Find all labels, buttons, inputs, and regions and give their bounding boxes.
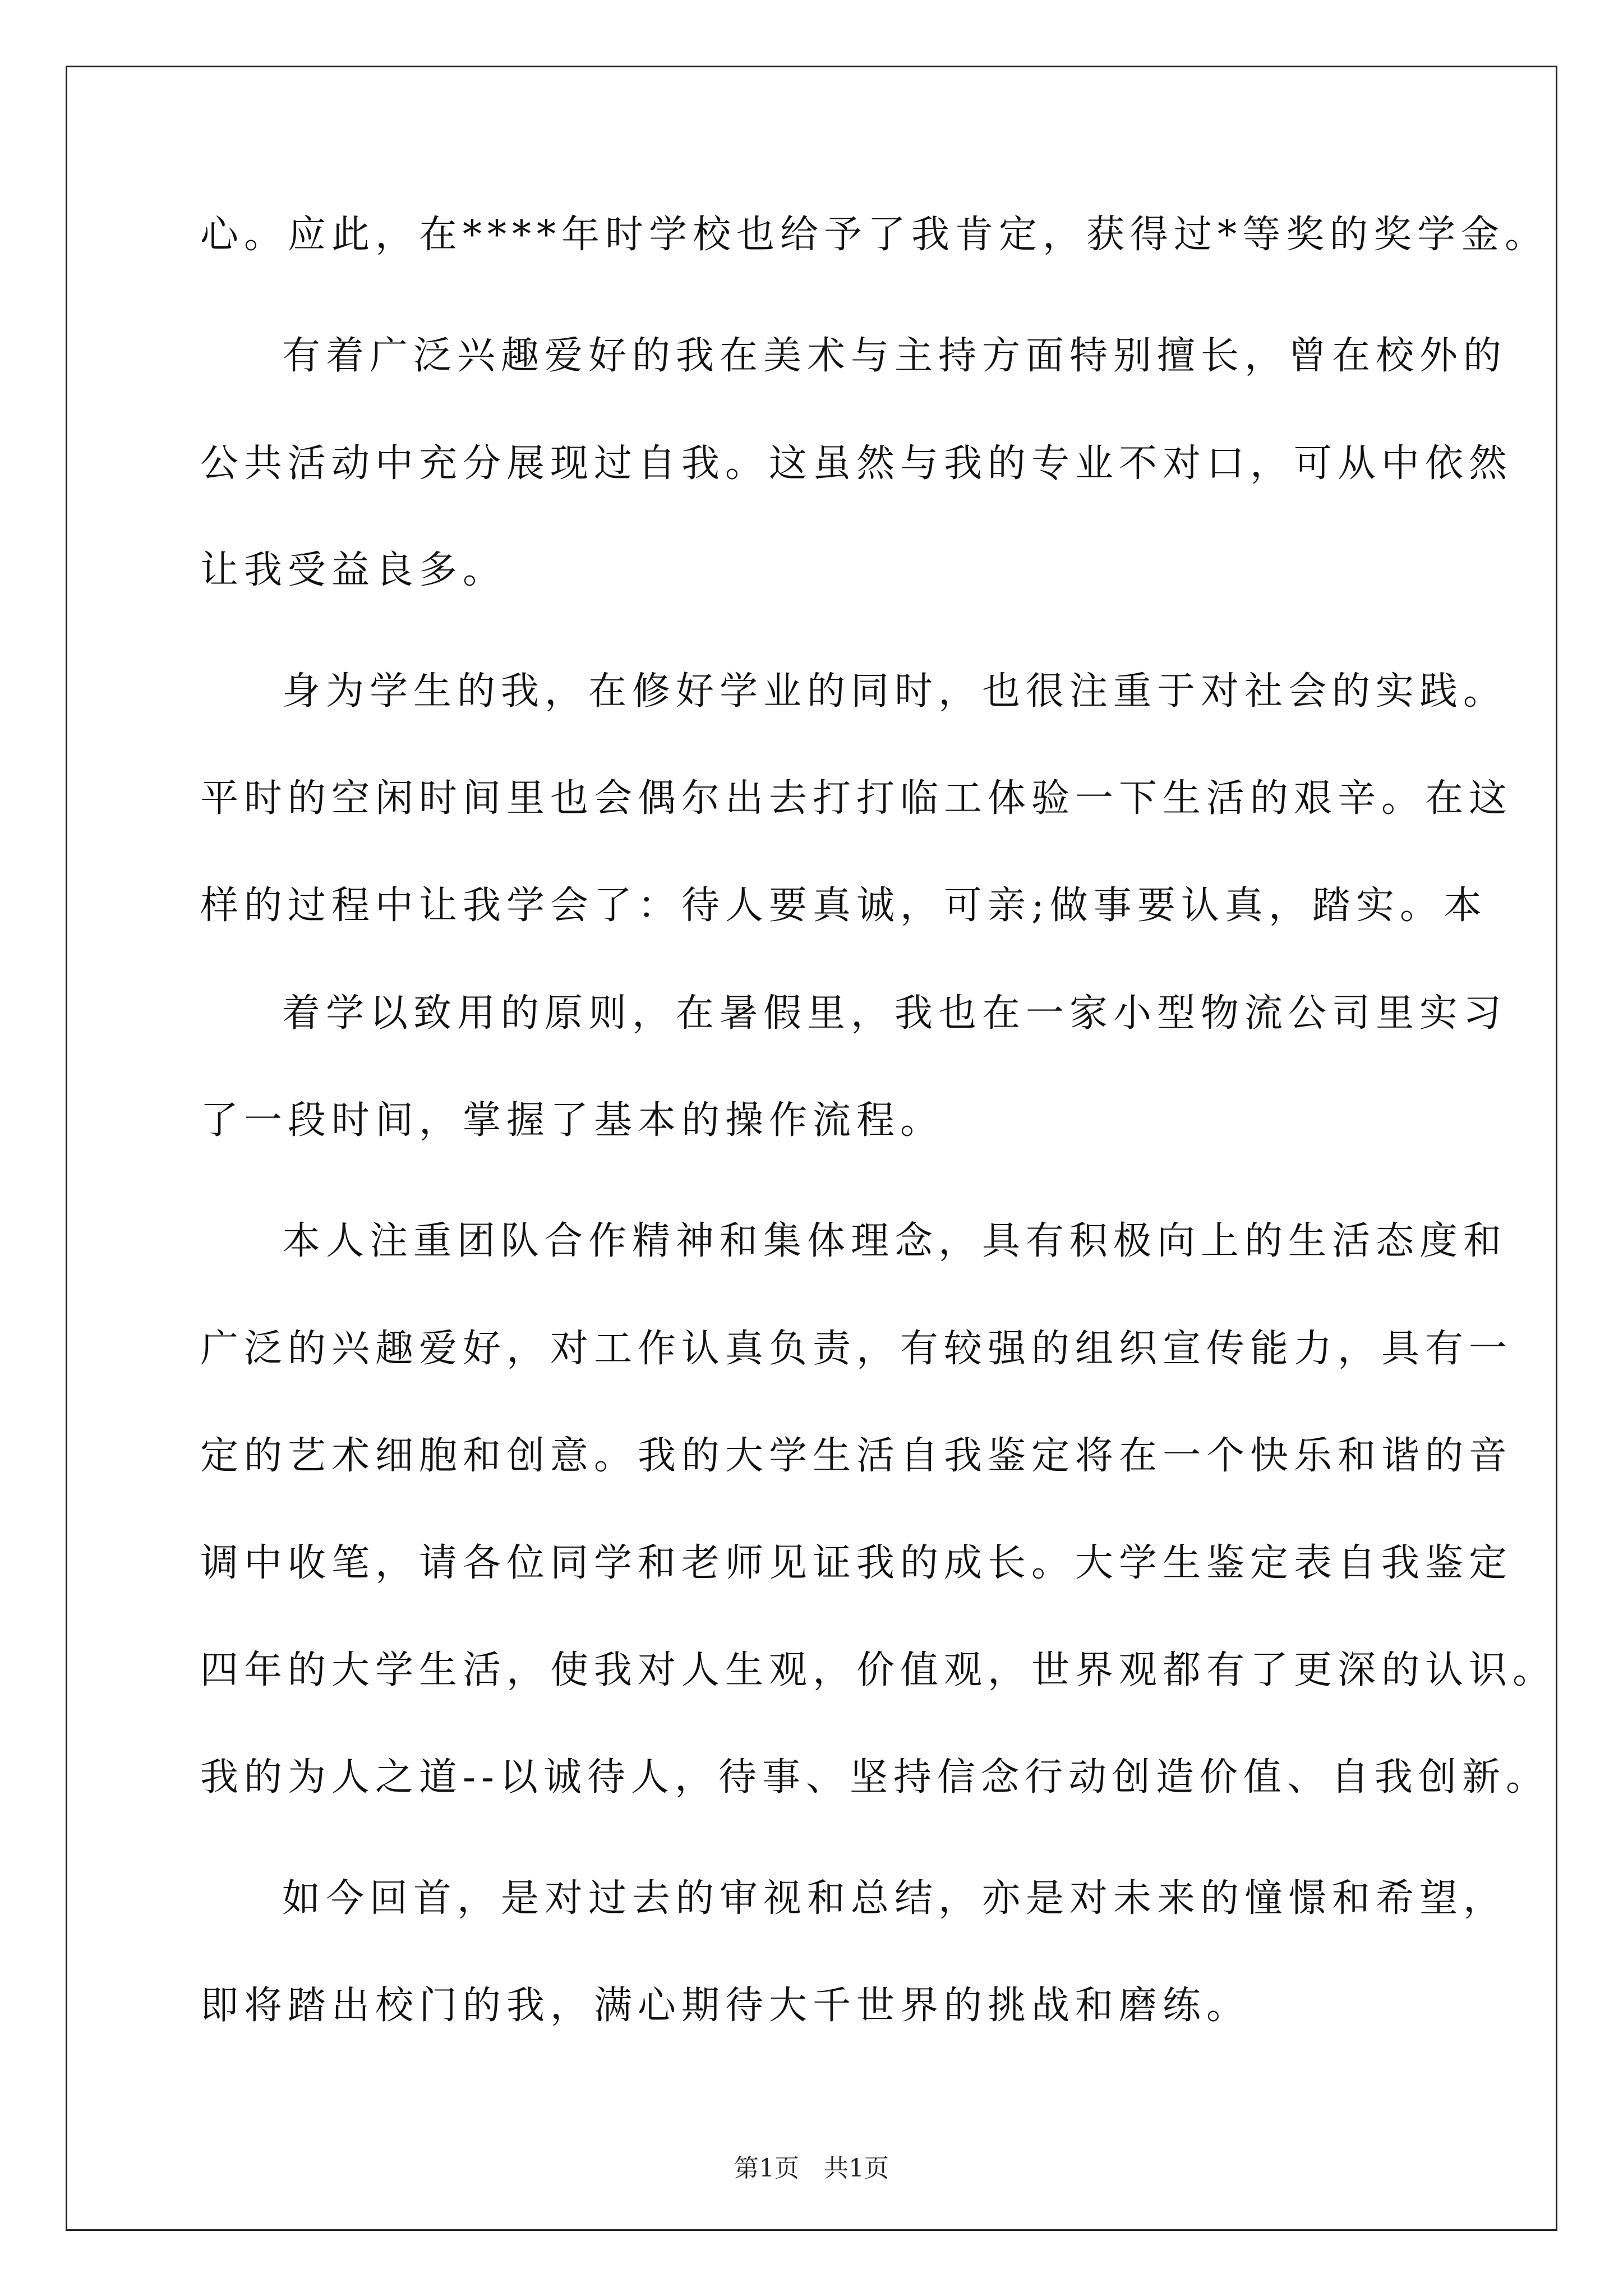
body-line-5: 身为学生的我，在修好学业的同时，也很注重于对社会的实践。 bbox=[282, 669, 1507, 714]
body-line-1: 心。应此，在****年时学校也给予了我肯定，获得过*等奖的奖学金。 bbox=[200, 213, 1549, 257]
body-line-17: 即将踏出校门的我，满心期待大千世界的挑战和磨练。 bbox=[200, 1984, 1251, 2028]
body-line-14: 四年的大学生活，使我对人生观，价值观，世界观都有了更深的认识。 bbox=[200, 1648, 1557, 1692]
body-line-15: 我的为人之道--以诚待人，待事、坚持信念行动创造价值、自我创新。 bbox=[200, 1755, 1550, 1800]
body-line-2: 有着广泛兴趣爱好的我在美术与主持方面特别擅长，曾在校外的 bbox=[282, 334, 1507, 378]
body-line-16: 如今回首，是对过去的审视和总结，亦是对未来的憧憬和希望， bbox=[282, 1876, 1507, 1921]
body-line-11: 广泛的兴趣爱好，对工作认真负责，有较强的组织宣传能力，具有一 bbox=[200, 1327, 1513, 1371]
page-number-footer: 第1页 共1页 bbox=[734, 2154, 889, 2183]
body-line-13: 调中收笔，请各位同学和老师见证我的成长。大学生鉴定表自我鉴定 bbox=[200, 1541, 1513, 1585]
body-line-12: 定的艺术细胞和创意。我的大学生活自我鉴定将在一个快乐和谐的音 bbox=[200, 1434, 1513, 1478]
body-line-4: 让我受益良多。 bbox=[200, 548, 507, 592]
body-line-9: 了一段时间，掌握了基本的操作流程。 bbox=[200, 1098, 944, 1143]
body-line-8: 着学以致用的原则，在暑假里，我也在一家小型物流公司里实习 bbox=[282, 991, 1507, 1036]
body-line-7: 样的过程中让我学会了：待人要真诚，可亲;做事要认真，踏实。本 bbox=[200, 884, 1487, 928]
body-line-3: 公共活动中充分展现过自我。这虽然与我的专业不对口，可从中依然 bbox=[200, 441, 1513, 486]
body-line-10: 本人注重团队合作精神和集体理念，具有积极向上的生活态度和 bbox=[282, 1219, 1507, 1263]
body-line-6: 平时的空闲时间里也会偶尔出去打打临工体验一下生活的艰辛。在这 bbox=[200, 776, 1513, 821]
